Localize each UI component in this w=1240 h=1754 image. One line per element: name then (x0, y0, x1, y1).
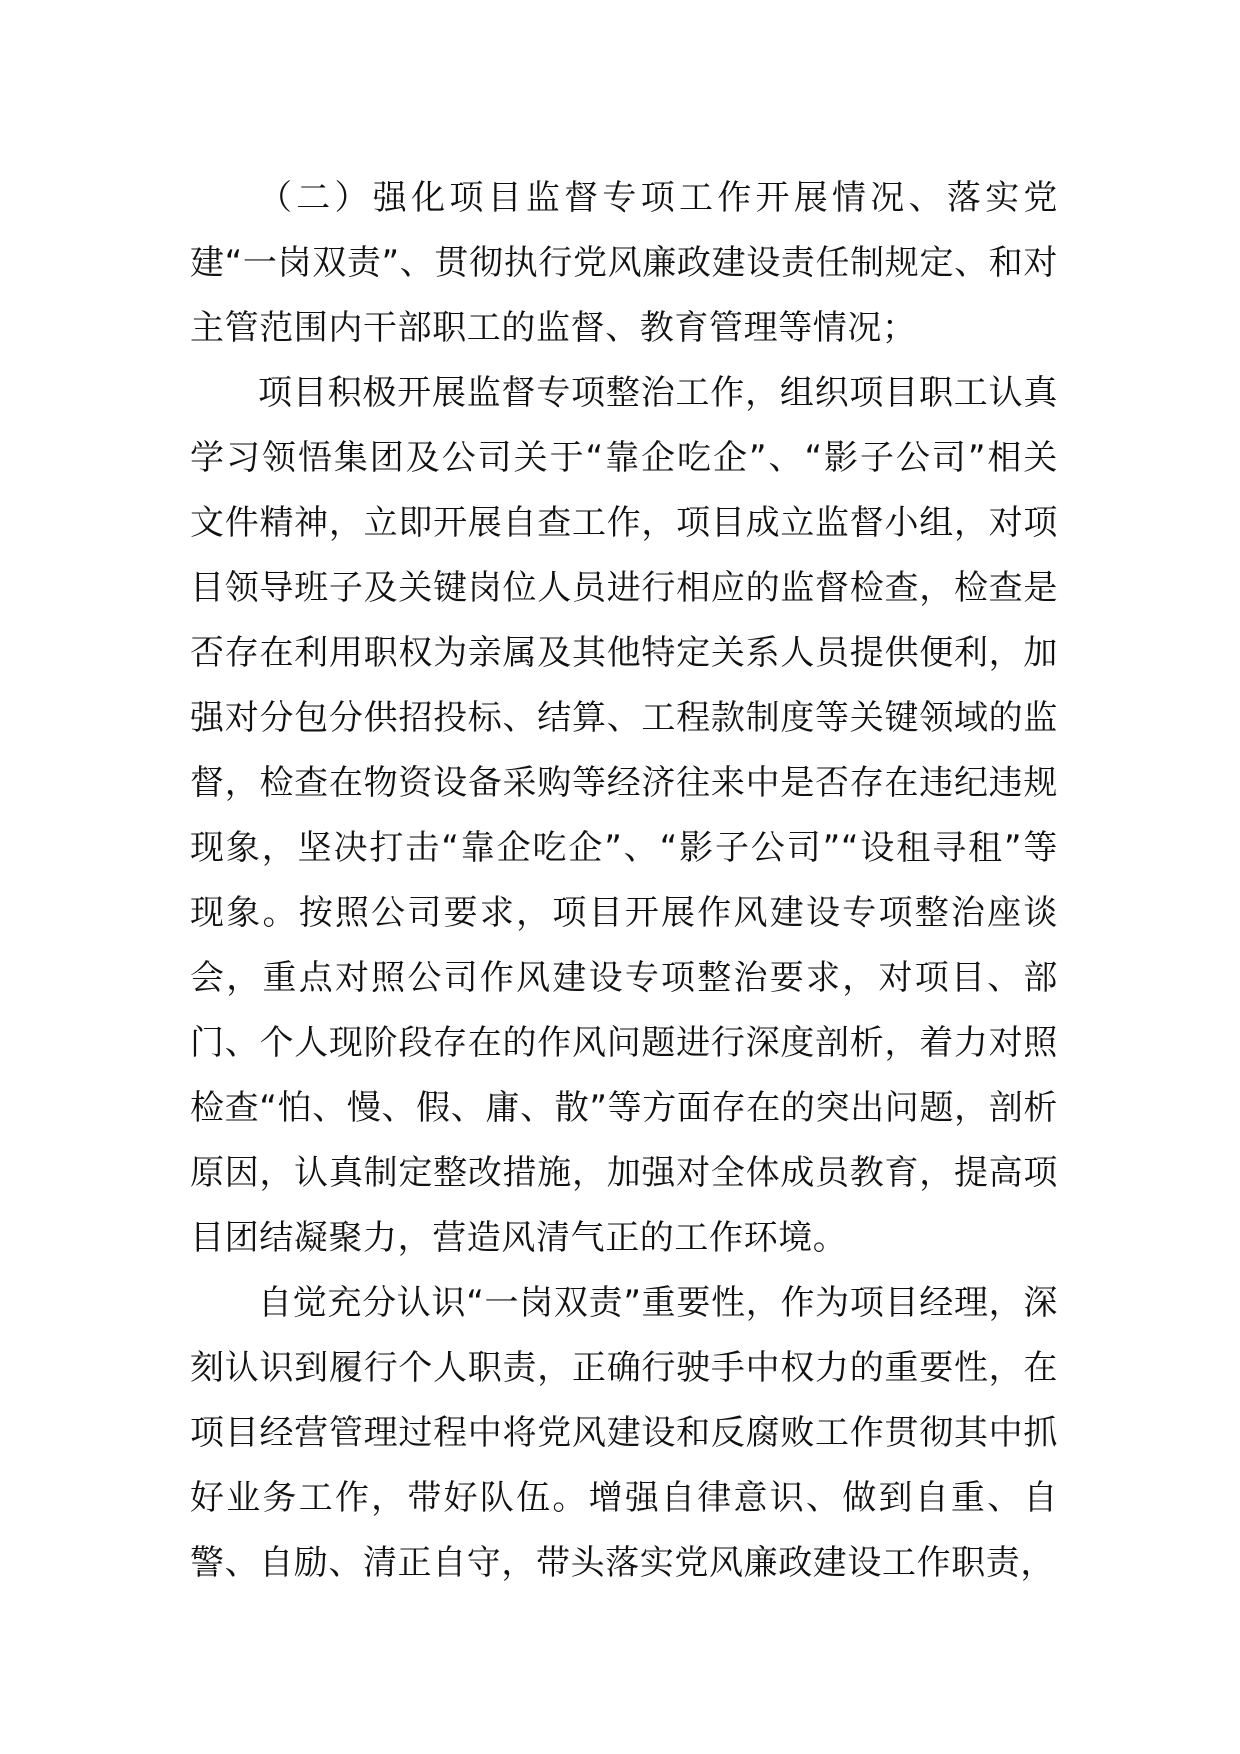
supervision-work-paragraph: 项目积极开展监督专项整治工作，组织项目职工认真学习领悟集团及公司关于“靠企吃企”、“影子公司”相关文件精神，立即开展自查工作，项目成立监督小组，对项目领导班子及关键岗位人员进行相应的监督检查，检查是否存在利用职权为亲属及其他特定关系人员提供便利，加强对分包分供招投标、结算、工程款制度等关键领域的监督，检查在物资设备采购等经济往来中是否存在违纪违规现象，坚决打击“靠企吃企”、“影子公司”“设租寻租”等现象。按照公司要求，项目开展作风建设专项整治座谈会，重点对照公司作风建设专项整治要求，对项目、部门、个人现阶段存在的作风问题进行深度剖析，着力对照检查“怕、慢、假、庸、散”等方面存在的突出问题，剖析原因，认真制定整改措施，加强对全体成员教育，提高项目团结凝聚力，营造风清气正的工作环境。 (190, 373, 1058, 1258)
section-heading-paragraph: （二）强化项目监督专项工作开展情况、落实党建“一岗双责”、贯彻执行党风廉政建设责任制规定、和对主管范围内干部职工的监督、教育管理等情况； (190, 178, 1058, 348)
document-body (190, 166, 1058, 1596)
responsibility-paragraph: 自觉充分认识“一岗双责”重要性，作为项目经理，深刻认识到履行个人职责，正确行驶手中权力的重要性，在项目经营管理过程中将党风建设和反腐败工作贯彻其中抓好业务工作，带好队伍。增强自律意识、做到自重、自警、自励、清正自守，带头落实党风廉政建设工作职责， (190, 1283, 1058, 1583)
